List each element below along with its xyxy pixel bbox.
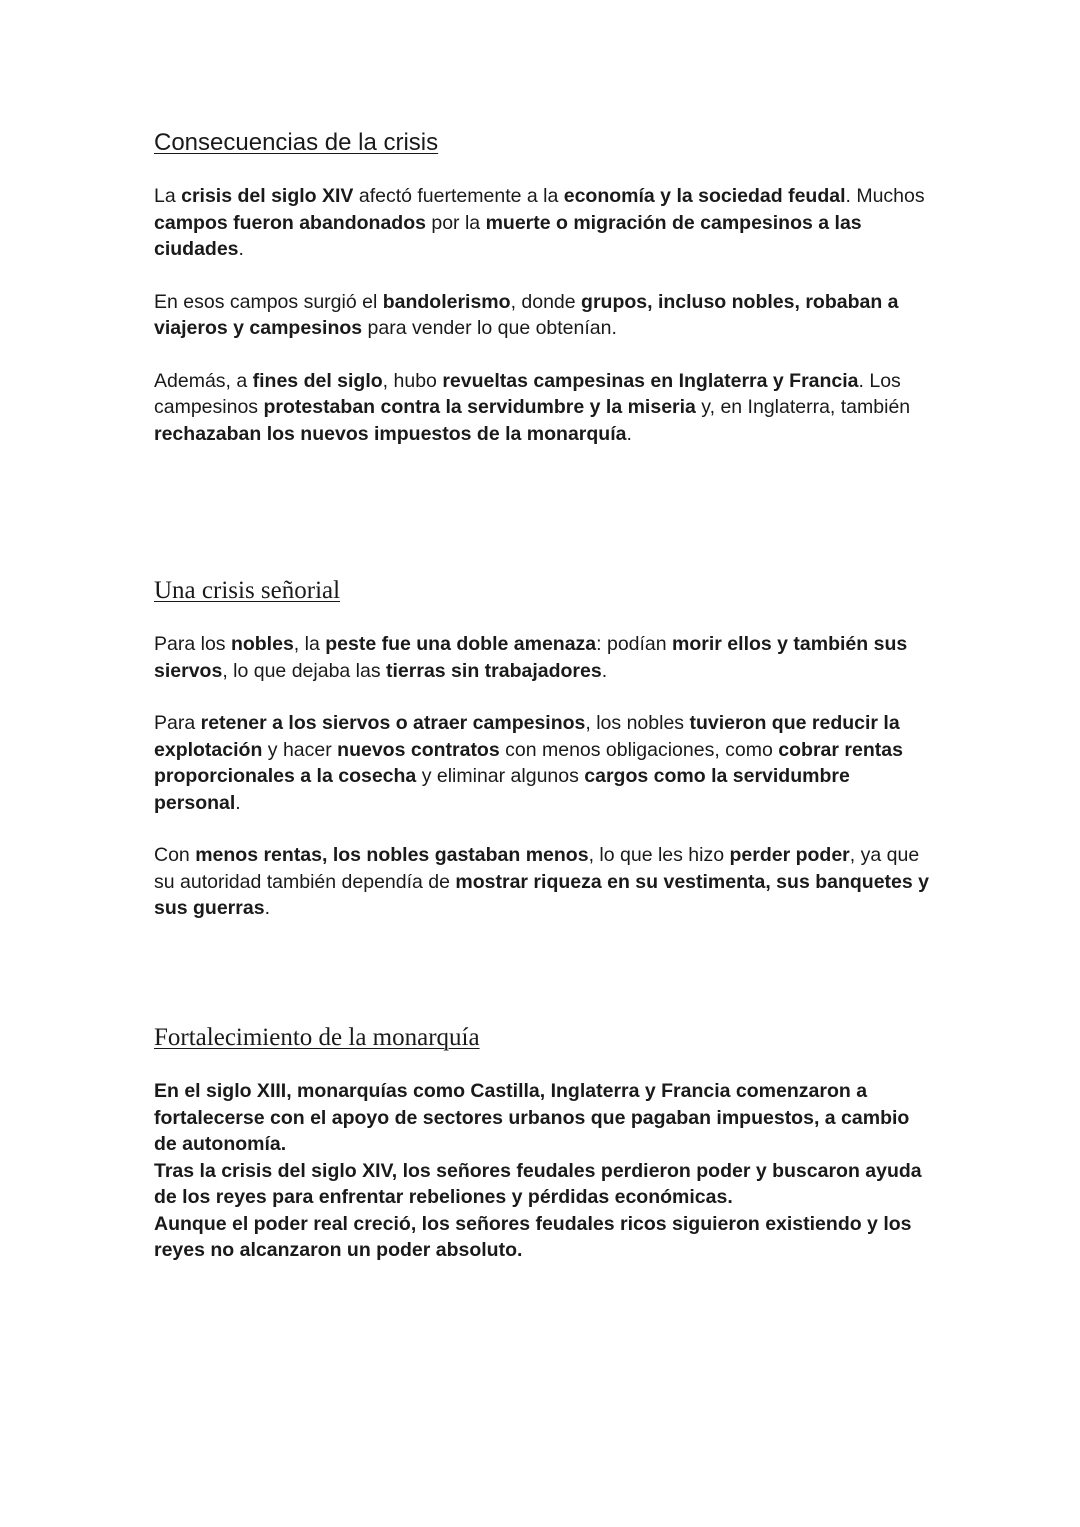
text-run: . xyxy=(238,238,244,260)
bold-text-run: rechazaban los nuevos impuestos de la monarquía xyxy=(154,422,627,445)
text-run: y hacer xyxy=(262,738,338,761)
text-run: , los nobles xyxy=(585,712,690,734)
bold-text-run: crisis del siglo XIV xyxy=(181,185,354,207)
bold-text-run: muerte o migración de campesinos a las ciudades xyxy=(154,211,862,260)
text-run: para vender lo que obtenían. xyxy=(362,317,617,339)
text-run: Con xyxy=(154,844,196,866)
paragraph xyxy=(154,289,934,342)
bold-text-run: campos fueron abandonados xyxy=(154,211,426,234)
text-run: , lo que dejaba las xyxy=(222,659,387,682)
bold-text-run: tuvieron que reducir la explotación xyxy=(154,712,900,761)
text-run: Para xyxy=(154,712,201,734)
text-run: , lo que les hizo xyxy=(588,844,730,866)
bold-text-run: menos rentas, los nobles gastaban menos xyxy=(195,844,589,866)
section-fortalecimiento xyxy=(154,1023,934,1264)
text-run: , hubo xyxy=(382,369,443,392)
bold-text-run: fines del siglo xyxy=(252,369,383,392)
bold-text-run: grupos, incluso nobles, robaban a viajeros y campesinos xyxy=(154,290,899,339)
text-run: Para los xyxy=(154,633,231,655)
paragraph xyxy=(154,183,934,263)
text-run: . xyxy=(235,791,241,814)
bold-text-run: cargos como la servidumbre personal xyxy=(154,765,850,814)
text-run: . xyxy=(601,659,608,682)
bold-text-run: cobrar rentas proporcionales a la cosecha xyxy=(154,738,903,787)
bold-text-run: tierras sin trabajadores xyxy=(386,659,602,682)
bold-text-run: nobles xyxy=(230,633,294,655)
text-run: : podían xyxy=(596,633,673,655)
text-run: por la xyxy=(425,211,486,234)
bold-text-run: morir ellos y también sus siervos xyxy=(154,633,908,682)
paragraph xyxy=(154,1078,934,1158)
bold-text-run: bandolerismo xyxy=(382,290,511,313)
section-crisis-senorial xyxy=(154,576,934,922)
paragraph xyxy=(154,842,934,922)
bold-text-run: mostrar riqueza en su vestimenta, sus banquetes y sus guerras xyxy=(154,870,929,919)
text-run: Además, a xyxy=(154,369,253,392)
text-run: y, en Inglaterra, también xyxy=(695,396,911,418)
section-consecuencias xyxy=(154,128,934,447)
text-run: con menos obligaciones, como xyxy=(499,738,779,761)
bold-text-run: revueltas campesinas en Inglaterra y Francia xyxy=(442,369,859,392)
bold-text-run: Tras la crisis del siglo XIV, los señores feudales perdieron poder y buscaron ayuda de los reyes para enfrentar rebeliones y pérdidas económicas. xyxy=(154,1159,922,1208)
text-run: . xyxy=(264,897,270,919)
text-run: , donde xyxy=(510,290,582,313)
bold-text-run: perder poder xyxy=(729,844,850,866)
paragraph xyxy=(154,631,934,684)
text-run: , la xyxy=(293,633,326,655)
bold-text-run: En el siglo XIII, monarquías como Castilla, Inglaterra y Francia comenzaron a fortalecerse con el apoyo de sectores urbanos que pagaban impuestos, a cambio de autonomía. xyxy=(154,1080,910,1155)
paragraph xyxy=(154,1211,934,1264)
text-run: En esos campos surgió el xyxy=(154,290,383,313)
bold-text-run: peste fue una doble amenaza xyxy=(325,633,597,655)
text-run: . xyxy=(626,422,632,445)
bold-text-run: retener a los siervos o atraer campesinos xyxy=(200,712,586,734)
text-run: . Muchos xyxy=(845,185,925,207)
text-run: afectó fuertemente a la xyxy=(353,185,564,207)
bold-text-run: nuevos contratos xyxy=(337,738,500,761)
bold-text-run: protestaban contra la servidumbre y la miseria xyxy=(263,396,696,418)
text-run: La xyxy=(154,185,182,207)
bold-text-run: Aunque el poder real creció, los señores feudales ricos siguieron existiendo y los reyes no alcanzaron un poder absoluto. xyxy=(154,1212,912,1261)
paragraph xyxy=(154,368,934,448)
section-heading: Una crisis señorial xyxy=(154,577,341,604)
text-run: , ya que su autoridad también dependía de xyxy=(154,844,920,893)
section-heading: Fortalecimiento de la monarquía xyxy=(154,1024,480,1051)
paragraph xyxy=(154,1158,934,1211)
text-run: y eliminar algunos xyxy=(416,765,585,787)
section-heading: Consecuencias de la crisis xyxy=(154,129,439,156)
paragraph xyxy=(154,710,934,816)
text-run: . Los campesinos xyxy=(154,369,901,418)
bold-text-run: economía y la sociedad feudal xyxy=(563,185,846,207)
